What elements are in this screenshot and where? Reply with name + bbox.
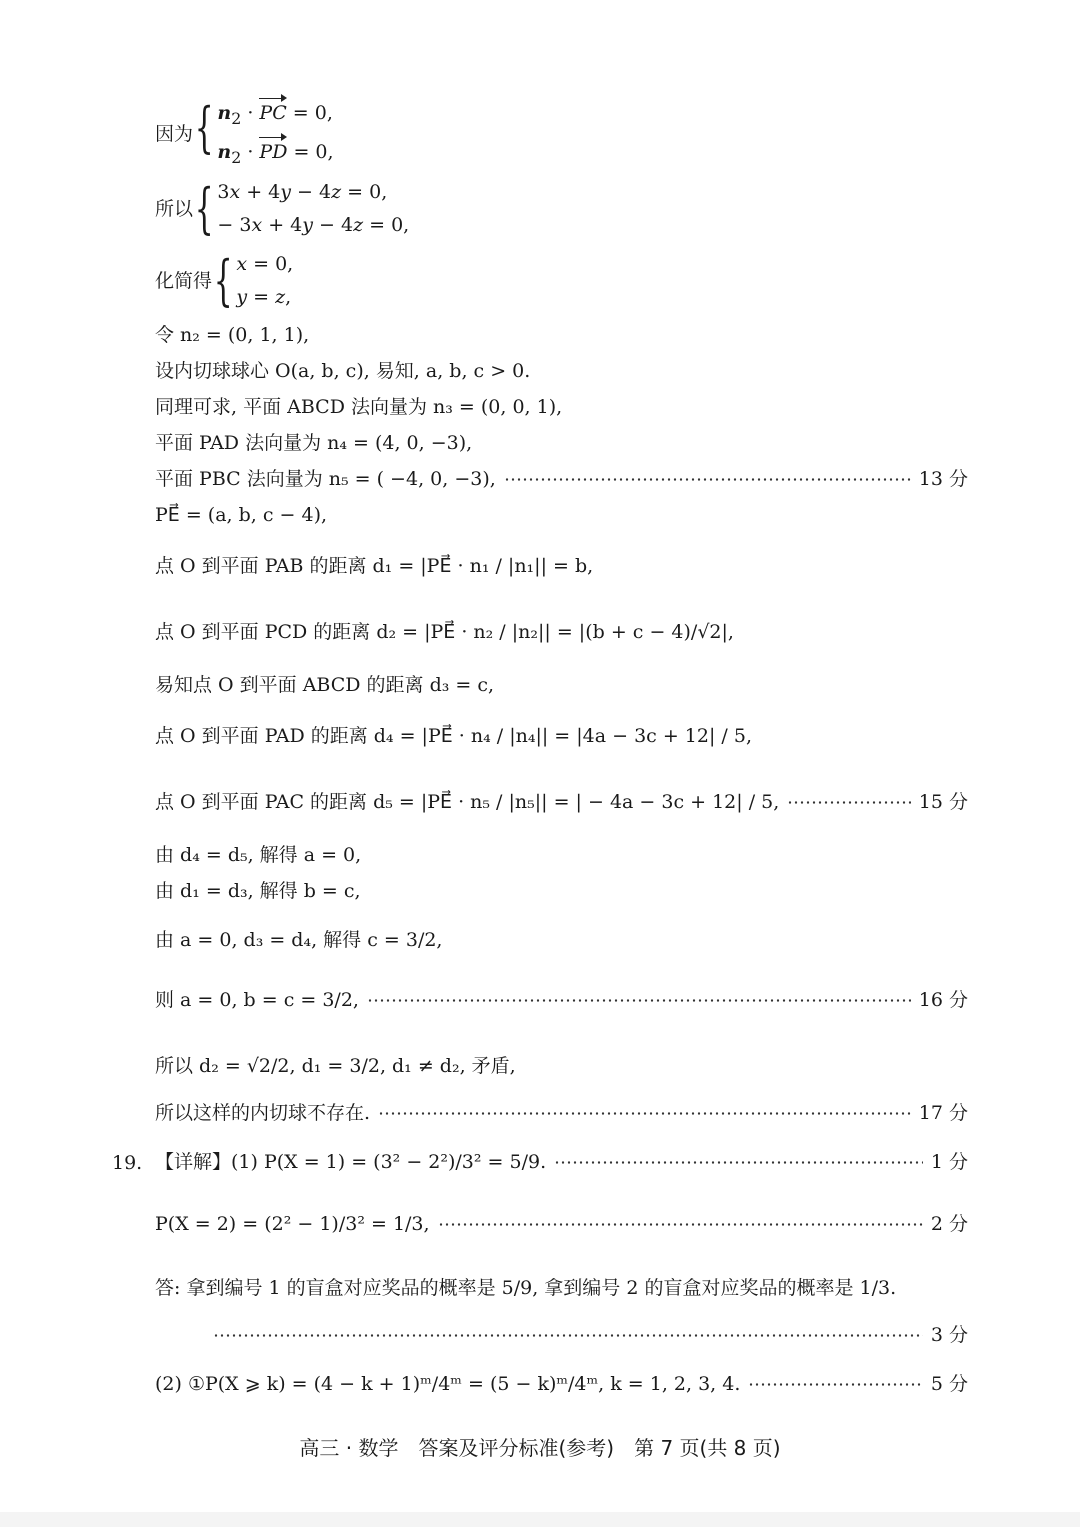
line-n4: 平面 PAD 法向量为 n₄ = (4, 0, −3), <box>155 431 473 454</box>
line-solve-c: 由 a = 0, d₃ = d₄, 解得 c = 3/2, <box>155 928 443 951</box>
score-16: 16 分 <box>918 988 968 1011</box>
line-d4: 点 O 到平面 PAD 的距离 d₄ = |PE⃗ · n₄ / |n₄|| = |4a − 3c + 12| / 5, <box>155 724 752 747</box>
line-q19-p2: P(X = 2) = (2² − 1)/3² = 1/3, 2 分 <box>155 1212 968 1235</box>
dot-leader <box>554 1161 923 1164</box>
line-solve-b: 由 d₁ = d₃, 解得 b = c, <box>155 879 361 902</box>
score-17: 17 分 <box>918 1101 968 1124</box>
dot-leader <box>438 1223 923 1226</box>
score-3: 3 分 <box>930 1323 968 1346</box>
line-d1: 点 O 到平面 PAB 的距离 d₁ = |PE⃗ · n₁ / |n₁|| = b, <box>155 554 594 577</box>
line-d2: 点 O 到平面 PCD 的距离 d₂ = |PE⃗ · n₂ / |n₂|| = |(b + c − 4)/√2|, <box>155 620 734 643</box>
dot-leader <box>504 478 911 481</box>
line-q19-part2: (2) ①P(X ⩾ k) = (4 − k + 1)ᵐ/4ᵐ = (5 − k)ᵐ/4ᵐ, k = 1, 2, 3, 4. 5 分 <box>155 1372 968 1395</box>
dot-leader <box>367 999 911 1002</box>
page-footer: 高三 · 数学 答案及评分标准(参考) 第 7 页(共 8 页) <box>299 1436 781 1460</box>
line-q19-p1: 【详解】(1) P(X = 1) = (3² − 2²)/3² = 5/9. 1 分 <box>155 1150 968 1173</box>
score-13: 13 分 <box>918 467 968 490</box>
line-answer: 答: 拿到编号 1 的盲盒对应奖品的概率是 5/9, 拿到编号 2 的盲盒对应奖品的概率是 1/3. <box>155 1276 897 1299</box>
label-because: 因为 <box>155 122 194 145</box>
score-1: 1 分 <box>930 1150 968 1173</box>
bottom-strip <box>0 1512 1080 1527</box>
dot-leader <box>378 1112 911 1115</box>
score-5: 5 分 <box>930 1372 968 1395</box>
line-because <box>155 98 968 170</box>
line-n5: 平面 PBC 法向量为 n₅ = ( −4, 0, −3), 13 分 <box>155 467 968 490</box>
line-n3: 同理可求, 平面 ABCD 法向量为 n₃ = (0, 0, 1), <box>155 395 563 418</box>
line-therefore-system: 所以 { 3x + 4y − 4z = 0, − 3x + 4y − 4z = 0, <box>155 177 410 240</box>
equation-system: { $n_2$ · PC = 0, $n_2$ · PD = 0, <box>194 96 334 167</box>
line-result: 则 a = 0, b = c = 3/2, 16 分 <box>155 988 968 1011</box>
line-let-n2: 令 n₂ = (0, 1, 1), <box>155 323 310 346</box>
line-contradiction: 所以 d₂ = √2/2, d₁ = 3/2, d₁ ≠ d₂, 矛盾, <box>155 1054 516 1077</box>
line-score-3 <box>205 1322 968 1348</box>
score-2: 2 分 <box>930 1212 968 1235</box>
line-d3: 易知点 O 到平面 ABCD 的距离 d₃ = c, <box>155 673 495 696</box>
line-d5: 点 O 到平面 PAC 的距离 d₅ = |PE⃗ · n₅ / |n₅|| = | − 4a − 3c + 12| / 5, 15 分 <box>155 790 968 813</box>
dot-leader <box>787 801 910 804</box>
line-conclusion: 所以这样的内切球不存在. 17 分 <box>155 1101 968 1124</box>
line-center: 设内切球球心 O(a, b, c), 易知, a, b, c > 0. <box>155 359 531 382</box>
question-number: 19. <box>112 1152 143 1174</box>
line-simplify: 化简得 { x = 0, y = z, <box>155 249 294 312</box>
line-solve-a: 由 d₄ = d₅, 解得 a = 0, <box>155 843 362 866</box>
dot-leader <box>213 1334 923 1337</box>
line-pe: PE⃗ = (a, b, c − 4), <box>155 503 328 526</box>
score-15: 15 分 <box>918 790 968 813</box>
dot-leader <box>748 1383 922 1386</box>
